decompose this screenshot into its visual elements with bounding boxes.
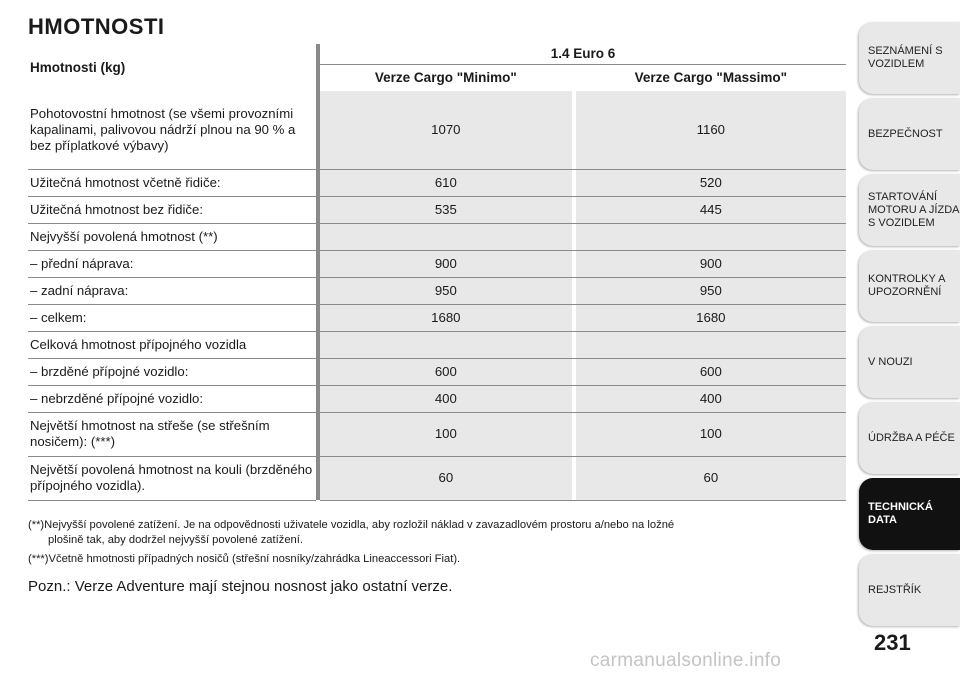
value-minimo: 600	[320, 358, 572, 385]
table-row	[28, 385, 846, 412]
chapter-tabs	[859, 22, 960, 630]
chapter-tab-label: ÚDRŽBA A PÉČE	[868, 431, 955, 444]
row-header: Hmotnosti (kg)	[30, 59, 126, 75]
value-massimo: 400	[576, 385, 846, 412]
value-minimo	[320, 331, 572, 358]
table-row	[28, 304, 846, 331]
value-massimo: 950	[576, 277, 846, 304]
chapter-tab-label: KONTROLKY A UPOZORNĚNÍ	[868, 273, 945, 298]
row-label: – brzděné přípojné vozidlo:	[28, 358, 316, 385]
chapter-tab[interactable]	[859, 478, 960, 550]
value-massimo: 600	[576, 358, 846, 385]
chapter-tab[interactable]	[859, 250, 960, 322]
footnote-1-text: (**)Nejvyšší povolené zatížení. Je na odpovědnosti uživatele vozidla, aby rozložil náklad v zavazadlovém prostoru a/nebo na ložné	[28, 519, 675, 531]
value-massimo: 1680	[576, 304, 846, 331]
value-massimo: 1160	[576, 91, 846, 169]
row-label: – zadní náprava:	[28, 277, 316, 304]
engine-header: 1.4 Euro 6	[320, 44, 846, 65]
table-row	[28, 456, 846, 500]
value-minimo: 100	[320, 412, 572, 456]
value-massimo: 445	[576, 196, 846, 223]
footnote-1	[28, 518, 838, 548]
chapter-tab[interactable]	[859, 98, 960, 170]
row-label: – nebrzděné přípojné vozidlo:	[28, 385, 316, 412]
value-massimo: 60	[576, 456, 846, 500]
value-minimo: 60	[320, 456, 572, 500]
value-massimo	[576, 223, 846, 250]
value-minimo: 610	[320, 169, 572, 196]
col2-header: Verze Cargo "Massimo"	[634, 70, 787, 85]
table-row	[28, 169, 846, 196]
table-row	[28, 412, 846, 456]
chapter-tab[interactable]	[859, 554, 960, 626]
row-label: Nejvyšší povolená hmotnost (**)	[28, 223, 316, 250]
table-row	[28, 331, 846, 358]
row-label: Celková hmotnost přípojného vozidla	[28, 331, 316, 358]
value-minimo: 400	[320, 385, 572, 412]
footnote-2: (***)Včetně hmotnosti případných nosičů (střešní nosníky/zahrádka Lineaccessori Fiat).	[28, 553, 461, 565]
value-massimo: 520	[576, 169, 846, 196]
table-header-row	[28, 44, 846, 65]
row-label: Pohotovostní hmotnost (se všemi provozními kapalinami, palivovou nádrží plnou na 90 % a bez příplatkové výbavy)	[28, 91, 316, 169]
table-row	[28, 196, 846, 223]
chapter-tab-label: BEZPEČNOST	[868, 127, 943, 140]
table-row	[28, 277, 846, 304]
row-label: Největší hmotnost na střeše (se střešním nosičem): (***)	[28, 412, 316, 456]
table-row	[28, 358, 846, 385]
value-minimo: 900	[320, 250, 572, 277]
footnotes	[28, 518, 838, 571]
row-label: – celkem:	[28, 304, 316, 331]
row-label: Největší povolená hmotnost na kouli (brzděného přípojného vozidla).	[28, 456, 316, 500]
chapter-tab[interactable]	[859, 174, 960, 246]
page-title: HMOTNOSTI	[28, 14, 165, 39]
table-row	[28, 91, 846, 169]
chapter-tab-label: REJSTŘÍK	[868, 583, 922, 596]
row-label: Užitečná hmotnost včetně řidiče:	[28, 169, 316, 196]
chapter-tab[interactable]	[859, 402, 960, 474]
value-minimo: 535	[320, 196, 572, 223]
value-massimo	[576, 331, 846, 358]
value-massimo: 900	[576, 250, 846, 277]
page-number: 231	[874, 630, 911, 655]
watermark: carmanualsonline.info	[590, 650, 782, 671]
chapter-tab-label: STARTOVÁNÍ MOTORU A JÍZDA S VOZIDLEM	[868, 190, 959, 229]
value-minimo: 1680	[320, 304, 572, 331]
value-minimo: 950	[320, 277, 572, 304]
table-row	[28, 250, 846, 277]
chapter-tab[interactable]	[859, 22, 960, 94]
footnote-1-continued: plošině tak, aby dodržel nejvyšší povolené zatížení.	[48, 534, 303, 546]
row-label: – přední náprava:	[28, 250, 316, 277]
table-row	[28, 223, 846, 250]
chapter-tab-label: TECHNICKÁ DATA	[868, 501, 933, 526]
chapter-tab-label: V NOUZI	[868, 355, 913, 368]
row-label: Užitečná hmotnost bez řidiče:	[28, 196, 316, 223]
chapter-tab-label: SEZNÁMENÍ S VOZIDLEM	[868, 45, 943, 70]
col1-header: Verze Cargo "Minimo"	[374, 70, 517, 85]
note-adventure: Pozn.: Verze Adventure mají stejnou nosnost jako ostatní verze.	[28, 578, 453, 595]
value-minimo: 1070	[320, 91, 572, 169]
mass-table	[28, 44, 846, 501]
value-minimo	[320, 223, 572, 250]
chapter-tab[interactable]	[859, 326, 960, 398]
value-massimo: 100	[576, 412, 846, 456]
